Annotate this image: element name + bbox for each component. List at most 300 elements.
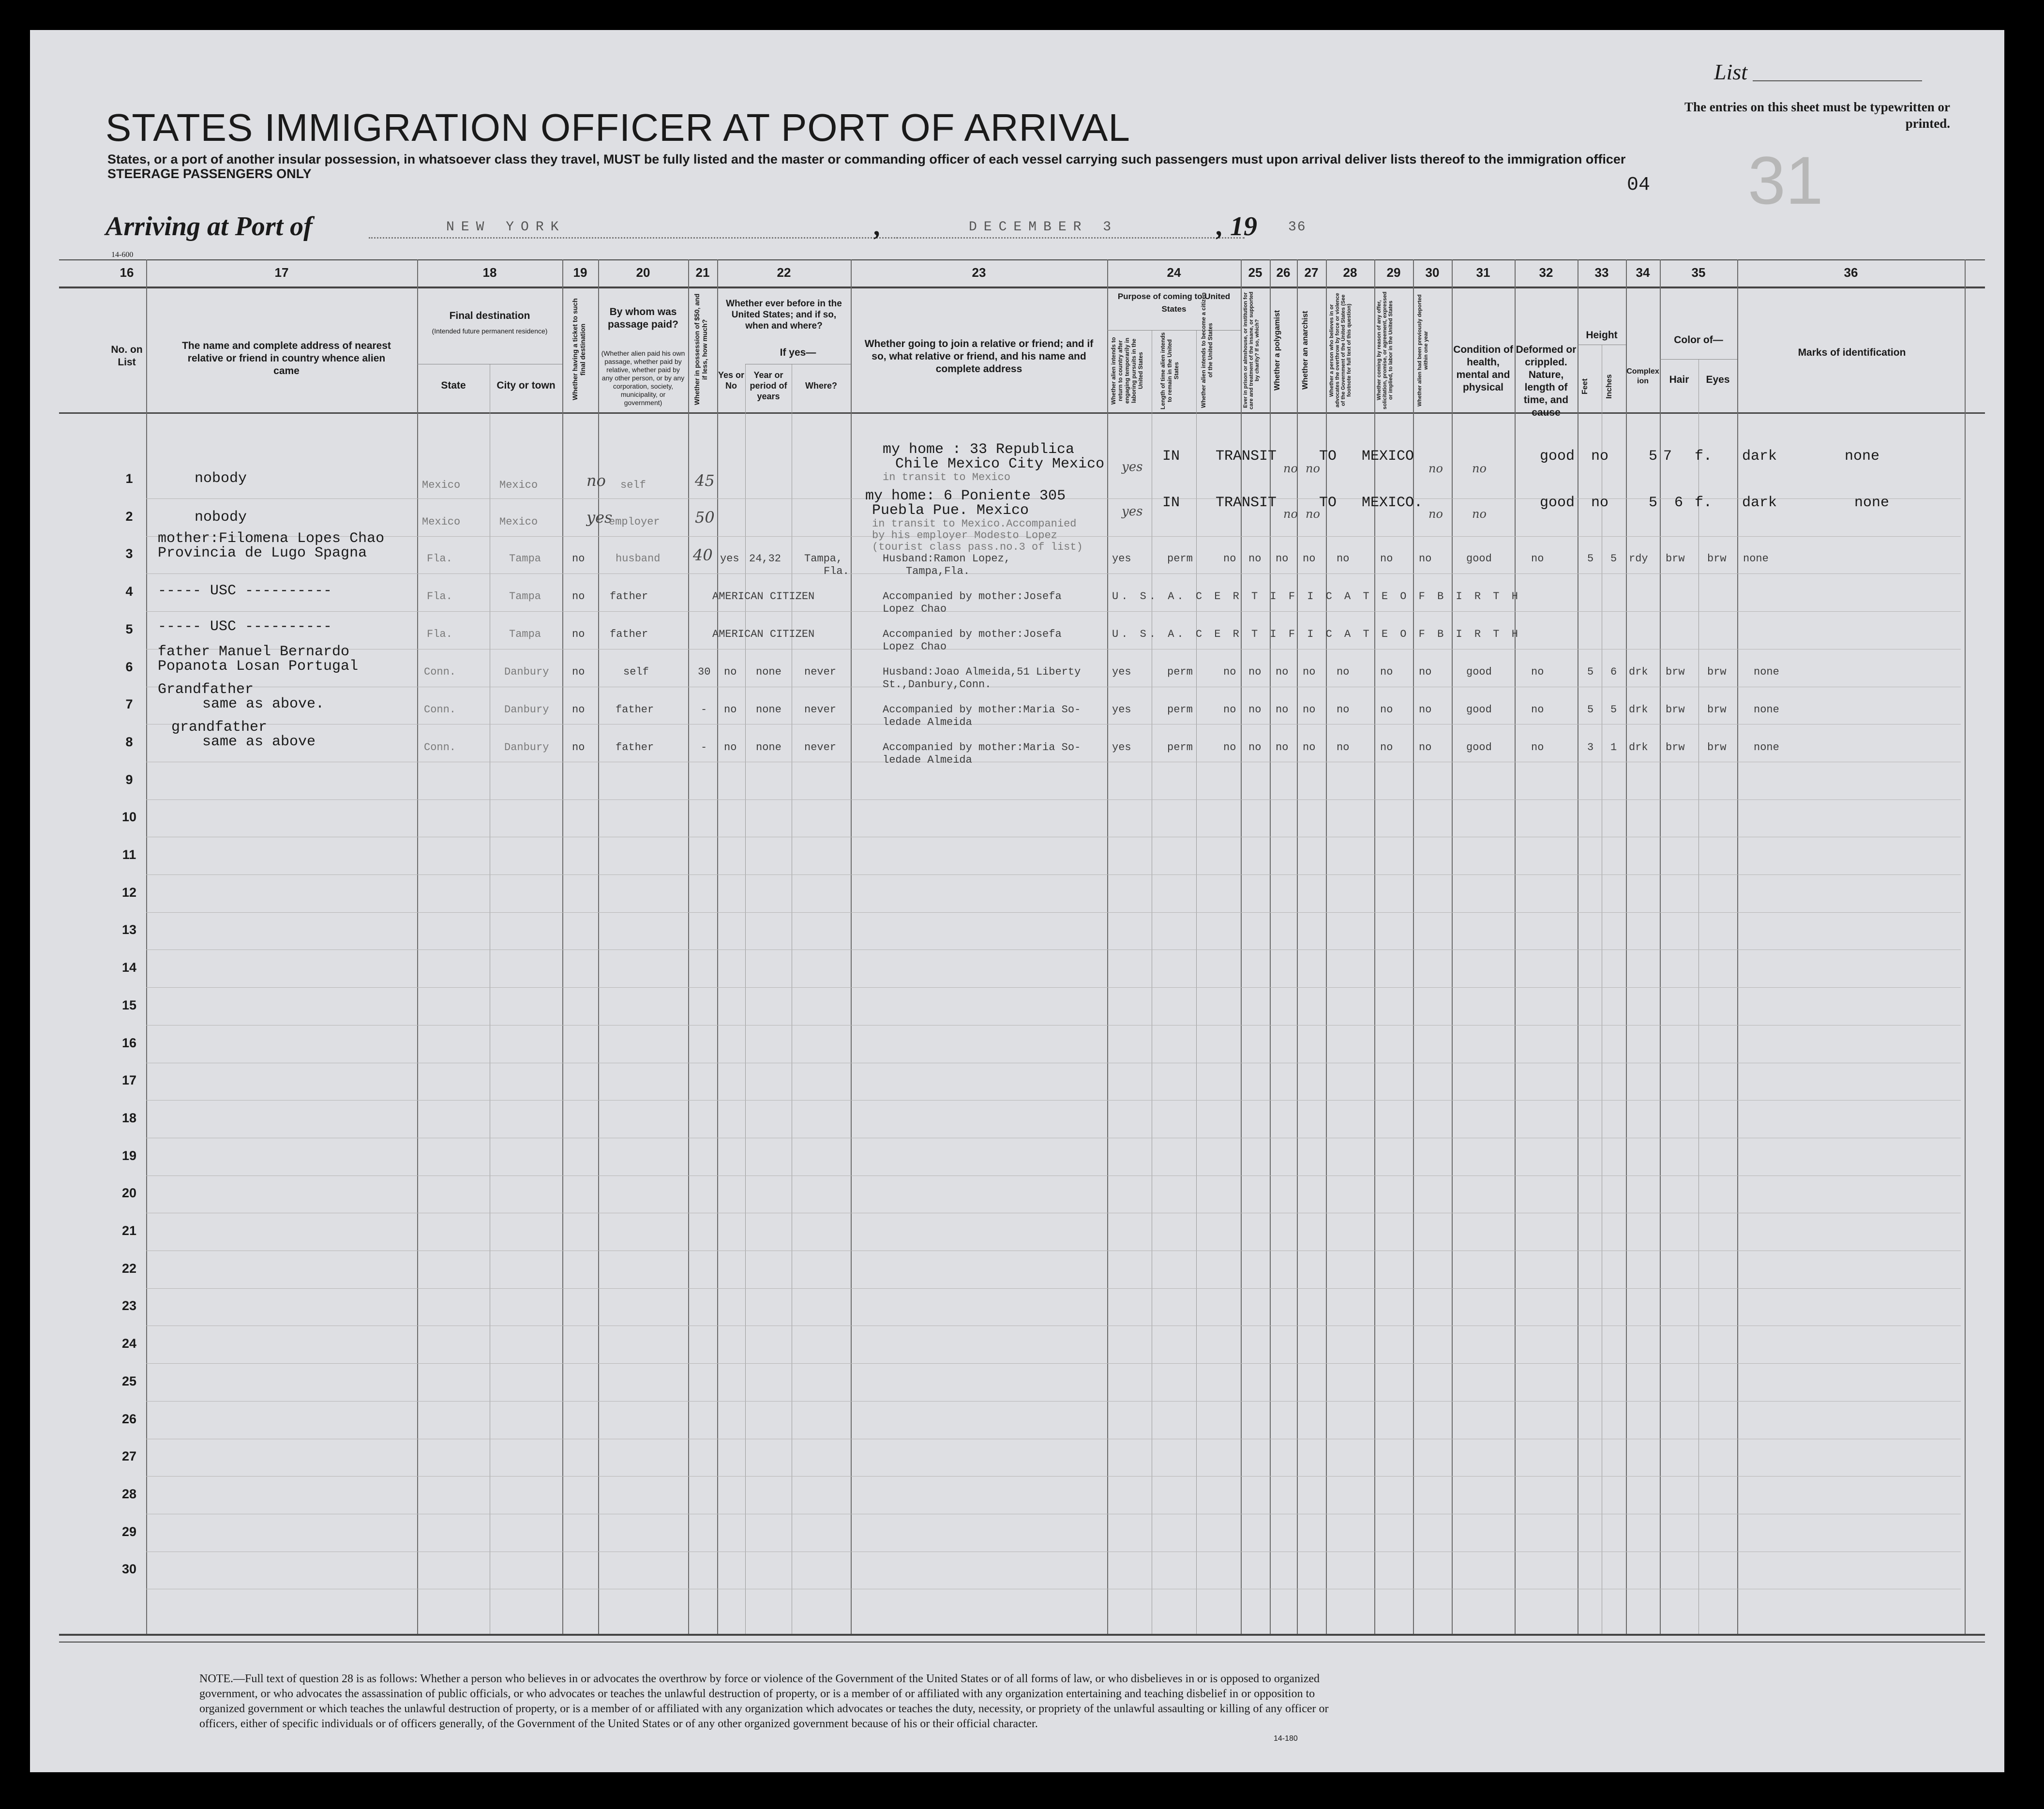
- row4-citizen-note: AMERICAN CITIZEN: [712, 590, 815, 603]
- form-subtitle: States, or a port of another insular possession, in whatsoever class they travel, MUST be fully listed and the master or commanding officer of each vessel carrying such passengers must upon arrival deliver lists thereof to the immigration officer: [107, 152, 1626, 166]
- row8-possession: -: [701, 741, 707, 754]
- header-overthrow: Whether a person who believes in or advocates the overthrow by force or violence of the Government of the United States (See footnote for full text of this question): [1329, 293, 1352, 408]
- col-line: [851, 259, 852, 1634]
- row8-anarchist: no: [1303, 741, 1316, 754]
- row3-paid-by: husband: [616, 553, 661, 565]
- col-line: [1107, 259, 1108, 1634]
- row2-joining3: in transit to Mexico.Accompanied: [872, 518, 1077, 530]
- row7-city: Danbury: [504, 704, 549, 716]
- row6-ticket: no: [572, 666, 585, 678]
- colnum-26: 26: [1276, 265, 1291, 280]
- row2-deported: no: [1472, 507, 1487, 521]
- row8-complexion: drk: [1629, 741, 1648, 754]
- row7-deported: no: [1419, 704, 1432, 716]
- row1-prison: no: [1283, 462, 1298, 475]
- rule-table-bottom-2: [59, 1642, 1985, 1643]
- row6-possession: 30: [698, 666, 711, 678]
- row-rule: [146, 912, 1961, 913]
- header-anarchist: Whether an anarchist: [1301, 311, 1309, 390]
- row-number: 14: [121, 960, 137, 975]
- row6-anarchist: no: [1303, 666, 1316, 678]
- row2-city: Mexico: [499, 516, 538, 528]
- colnum-18: 18: [482, 265, 497, 280]
- row7-relative: Grandfather: [158, 681, 254, 698]
- row-number: 19: [121, 1148, 137, 1163]
- row8-period: none: [756, 741, 782, 754]
- colnum-27: 27: [1304, 265, 1319, 280]
- header-if-yes: If yes—: [780, 347, 816, 358]
- row1-paid-by: self: [620, 479, 646, 491]
- header-deformed: Deformed or crippled. Nature, length of time, and cause: [1516, 344, 1577, 418]
- row-rule: [146, 874, 1961, 875]
- header-final-destination: Final destination: [449, 310, 530, 321]
- header-paid-by: By whom was passage paid?: [608, 306, 678, 330]
- row3-feet: 5: [1587, 553, 1594, 565]
- row7-complexion: drk: [1629, 704, 1648, 716]
- row-number: 10: [121, 810, 137, 825]
- row8-condition: good: [1466, 741, 1492, 754]
- sheet-code: 04: [1627, 174, 1651, 196]
- row8-purpose: yes: [1112, 741, 1131, 754]
- row1-hair: dark: [1742, 448, 1777, 465]
- header-feet: Feet: [1581, 378, 1589, 395]
- row-number: 4: [125, 584, 133, 599]
- colnum-25: 25: [1248, 265, 1262, 280]
- row5-state: Fla.: [427, 628, 452, 640]
- colnum-23: 23: [972, 265, 986, 280]
- row6-inches: 6: [1610, 666, 1617, 678]
- row7-period: none: [756, 704, 782, 716]
- port-comma: ,: [874, 211, 881, 241]
- row1-joining: my home : 33 Republica: [883, 441, 1075, 458]
- row6-period: none: [756, 666, 782, 678]
- header-length-of-time: Length of time alien intends to remain in the United States: [1159, 332, 1180, 409]
- row3-joining: Husband:Ramon Lopez,: [883, 553, 1011, 565]
- col-line: [417, 259, 418, 1634]
- footnote: NOTE.—Full text of question 28 is as follows: Whether a person who believes in or advocates the overthrow by force or violence of the Government of the United States or of all forms of law, or who disbelieves in or is opposed to organized government, or who advocates the assassination of public officials, or who advocates or teaches the unlawful destruction of property, or is a member of or affiliated with any organization entertaining and teaching disbelief in or opposition to organized government or which teaches the unlawful destruction of property, or is a member of or affiliated with any organization which advocates or teaches the duty, necessity, or propriety of the unlawful assaulting or killing of any officer or officers, either of specific individuals or of officers generally, of the Government of the United States or of any other organized government because of his or their official character.: [199, 1673, 1329, 1730]
- header-deported: Whether alien had been previously deported within one year: [1417, 294, 1429, 407]
- row-number: 6: [125, 659, 133, 674]
- row7-paid-by: father: [616, 704, 654, 716]
- year-prefix: , 19: [1217, 211, 1257, 241]
- row7-eyes: brw: [1707, 704, 1727, 716]
- row2-joining4: by his employer Modesto Lopez: [872, 529, 1057, 542]
- col-line: [1626, 259, 1627, 1634]
- row6-joining: Husband:Joao Almeida,51 Liberty: [883, 666, 1081, 678]
- row6-polygamist: no: [1276, 666, 1289, 678]
- col-line: [1515, 259, 1516, 1634]
- row-rule: [146, 1363, 1961, 1364]
- sub-rule: [1660, 359, 1737, 360]
- row2-length: IN: [1162, 495, 1180, 511]
- row-number: 5: [125, 621, 133, 636]
- row6-feet: 5: [1587, 666, 1594, 678]
- header-offer: Whether coming by reason of any offer, solicitation, promise, or agreement, expressed or implied, to labor in the United States: [1376, 291, 1394, 409]
- header-paid-by-note: (Whether alien paid his own passage, whether paid by relative, whether paid by any other person, or by any corporation, society, municipality, or government): [601, 349, 685, 407]
- header-color-of: Color of—: [1674, 334, 1723, 346]
- year-value: 36: [1288, 220, 1307, 235]
- row1-relative: nobody: [195, 470, 247, 487]
- row-number: 3: [125, 546, 133, 561]
- punch-hole: [12, 506, 29, 524]
- row2-purpose: yes: [1122, 504, 1143, 519]
- row4-city: Tampa: [509, 590, 541, 603]
- row1-joining3: in transit to Mexico: [883, 471, 1011, 483]
- row-rule: [146, 799, 1961, 800]
- header-eyes: Eyes: [1706, 374, 1730, 385]
- header-purpose: Purpose of coming to United States: [1117, 292, 1231, 314]
- row3-where2: Fla.: [824, 565, 849, 577]
- row4-certificate: U. S. A. C E R T I F I C A T E O F B I R T H: [1112, 590, 1521, 603]
- header-possession: Whether in possession of $50, and if less, how much?: [693, 293, 708, 406]
- row5-joining2: Lopez Chao: [883, 641, 947, 653]
- colnum-17: 17: [274, 265, 289, 280]
- row-number: 17: [121, 1073, 137, 1088]
- colnum-21: 21: [695, 265, 710, 280]
- row8-paid-by: father: [616, 741, 654, 754]
- row8-joining: Accompanied by mother:Maria So-: [883, 741, 1081, 754]
- row-number: 8: [125, 734, 133, 749]
- row1-condition: good: [1540, 448, 1575, 465]
- row2-relative: nobody: [195, 509, 247, 526]
- row7-where: never: [804, 704, 837, 716]
- date-value: DECEMBER 3: [969, 220, 1118, 235]
- row1-deported: no: [1472, 462, 1487, 475]
- row1-polygamist: no: [1306, 462, 1320, 475]
- colnum-19: 19: [573, 265, 587, 280]
- row8-relative: grandfather: [171, 719, 268, 736]
- row8-polygamist: no: [1276, 741, 1289, 754]
- row-number: 1: [125, 471, 133, 486]
- header-prison: Ever in prison or almshouse, or institution for care and treatment of the insane, or supported by charity? If so, which?: [1243, 291, 1260, 409]
- row1-length: IN: [1162, 448, 1180, 465]
- row3-purpose: yes: [1112, 553, 1131, 565]
- row8-hair: brw: [1666, 741, 1685, 754]
- row1-marks: none: [1845, 448, 1880, 465]
- row6-relative: father Manuel Bernardo: [158, 644, 350, 660]
- row1-joining2: Chile Mexico City Mexico: [895, 456, 1105, 472]
- col-line: [717, 259, 718, 1634]
- rule-header-bottom: [59, 412, 1985, 414]
- row5-joining: Accompanied by mother:Josefa: [883, 628, 1062, 640]
- row3-period: 24,32: [749, 553, 782, 565]
- row3-state: Fla.: [427, 553, 452, 565]
- row6-hair: brw: [1666, 666, 1685, 678]
- row6-eyes: brw: [1707, 666, 1727, 678]
- row-rule: [146, 1476, 1961, 1477]
- row5-citizen-note: AMERICAN CITIZEN: [712, 628, 815, 640]
- header-before-us: Whether ever before in the United States; and if so, when and where?: [726, 299, 842, 331]
- punch-hole: [12, 327, 29, 345]
- row1-ticket: no: [586, 471, 606, 490]
- row-number: 26: [121, 1411, 137, 1426]
- form-code-top: 14-600: [111, 251, 134, 259]
- colnum-20: 20: [636, 265, 650, 280]
- header-joining: Whether going to join a relative or friend; and if so, what relative or friend, and his name and complete address: [864, 338, 1094, 375]
- row7-length: perm: [1167, 704, 1193, 716]
- row6-state: Conn.: [424, 666, 456, 678]
- row2-complexion: f.: [1695, 495, 1713, 511]
- row3-inches: 5: [1610, 553, 1617, 565]
- row3-possession: 40: [693, 546, 713, 564]
- row6-condition: good: [1466, 666, 1492, 678]
- row5-relative: ----- USC ----------: [158, 618, 332, 635]
- row6-overthrow: no: [1337, 666, 1350, 678]
- row6-complexion: drk: [1629, 666, 1648, 678]
- row7-hair: brw: [1666, 704, 1685, 716]
- row-number: 18: [121, 1110, 137, 1125]
- row3-condition: good: [1466, 553, 1492, 565]
- row8-deformed: no: [1531, 741, 1544, 754]
- row3-complexion: rdy: [1629, 553, 1648, 565]
- row2-polygamist: no: [1306, 507, 1320, 521]
- row-number: 12: [121, 885, 137, 900]
- header-period: Year or period of years: [750, 370, 787, 401]
- row2-joining: my home: 6 Poniente 305: [865, 488, 1066, 504]
- row3-where: Tampa,: [804, 553, 843, 565]
- col-line: [1660, 259, 1661, 1634]
- row7-joining2: ledade Almeida: [883, 716, 972, 728]
- row-number: 22: [121, 1261, 137, 1276]
- row4-joining: Accompanied by mother:Josefa: [883, 590, 1062, 603]
- row2-paid-by: employer: [609, 516, 660, 528]
- row-rule: [146, 573, 1961, 574]
- header-inches: Inches: [1605, 374, 1613, 399]
- row2-overthrow: MEXICO.: [1362, 495, 1423, 511]
- row8-offer: no: [1380, 741, 1393, 754]
- row6-joining2: St.,Danbury,Conn.: [883, 678, 992, 691]
- colnum-28: 28: [1343, 265, 1357, 280]
- row7-condition: good: [1466, 704, 1492, 716]
- row-number: 13: [121, 922, 137, 937]
- row8-ticket: no: [572, 741, 585, 754]
- rule-colnum: [59, 286, 1985, 288]
- row2-deformed: no: [1591, 495, 1609, 511]
- col-line: [1737, 259, 1738, 1634]
- row-number: 9: [125, 772, 133, 787]
- colnum-33: 33: [1594, 265, 1609, 280]
- row8-state: Conn.: [424, 741, 456, 754]
- row3-anarchist: no: [1303, 553, 1316, 565]
- row1-feet: 5: [1649, 448, 1658, 465]
- row2-prison: no: [1283, 507, 1298, 521]
- row-number: 29: [121, 1524, 137, 1539]
- row3-relative2: Provincia de Lugo Spagna: [158, 545, 367, 561]
- row3-polygamist: no: [1276, 553, 1289, 565]
- col-line: [146, 259, 147, 1634]
- colnum-35: 35: [1691, 265, 1706, 280]
- col-line: [1413, 259, 1414, 1634]
- row6-yes-no: no: [724, 666, 737, 678]
- row1-anarchist: TO: [1319, 448, 1337, 465]
- form-title: STATES IMMIGRATION OFFICER AT PORT OF ARRIVAL: [105, 106, 1130, 149]
- col-line: [1270, 259, 1271, 1634]
- rule-top: [59, 259, 1985, 260]
- row2-offer: no: [1428, 507, 1443, 521]
- row8-joining2: ledade Almeida: [883, 754, 972, 766]
- colnum-31: 31: [1476, 265, 1490, 280]
- manifest-sheet: [30, 30, 2004, 1772]
- row7-prison: no: [1248, 704, 1262, 716]
- row3-citizen: no: [1223, 553, 1236, 565]
- steerage-label: STEERAGE PASSENGERS ONLY: [107, 166, 312, 181]
- header-where: Where?: [805, 381, 837, 391]
- row-number: 7: [125, 697, 133, 712]
- row4-state: Fla.: [427, 590, 452, 603]
- punch-hole: [12, 1566, 29, 1583]
- row8-relative2: same as above: [202, 734, 316, 750]
- row7-overthrow: no: [1337, 704, 1350, 716]
- col-line: [1965, 259, 1966, 1634]
- row-number: 15: [121, 997, 137, 1012]
- row-number: 21: [121, 1223, 137, 1238]
- row3-ticket: no: [572, 553, 585, 565]
- colnum-36: 36: [1844, 265, 1858, 280]
- row3-deformed: no: [1531, 553, 1544, 565]
- row8-eyes: brw: [1707, 741, 1727, 754]
- row-rule: [146, 1401, 1961, 1402]
- row8-inches: 1: [1610, 741, 1617, 754]
- row-number: 20: [121, 1186, 137, 1201]
- row3-relative: mother:Filomena Lopes Chao: [158, 530, 385, 547]
- row5-certificate: U. S. A. C E R T I F I C A T E O F B I R T H: [1112, 628, 1521, 640]
- header-marks: Marks of identification: [1798, 347, 1906, 358]
- row2-citizen: TRANSIT: [1216, 495, 1277, 511]
- col-line: [688, 259, 689, 1634]
- row7-joining: Accompanied by mother:Maria So-: [883, 704, 1081, 716]
- form-code-bottom: 14-180: [1274, 1734, 1298, 1743]
- row2-possession: 50: [695, 508, 715, 527]
- row7-citizen: no: [1223, 704, 1236, 716]
- col-line: [745, 364, 746, 1634]
- row2-marks: none: [1854, 495, 1890, 511]
- row2-ticket: yes: [586, 508, 613, 527]
- row8-length: perm: [1167, 741, 1193, 754]
- colnum-30: 30: [1425, 265, 1440, 280]
- header-purpose-return: Whether alien intends to return to country after engaging temporarily in laboring pursuits in the United States: [1110, 337, 1144, 405]
- row3-deported: no: [1419, 553, 1432, 565]
- colnum-29: 29: [1386, 265, 1401, 280]
- row1-state: Mexico: [422, 479, 461, 491]
- header-final-destination-note: (Intended future permanent residence): [432, 327, 548, 335]
- row3-prison: no: [1248, 553, 1262, 565]
- row6-deported: no: [1419, 666, 1432, 678]
- row5-paid-by: father: [610, 628, 648, 640]
- row7-inches: 5: [1610, 704, 1617, 716]
- row2-condition: good: [1540, 495, 1575, 511]
- row-number: 23: [121, 1298, 137, 1313]
- row2-inches: 6: [1674, 495, 1683, 511]
- row1-overthrow: MEXICO: [1362, 448, 1414, 465]
- col-line: [1241, 259, 1242, 1634]
- row1-citizen: TRANSIT: [1216, 448, 1277, 465]
- punch-hole: [12, 1261, 29, 1279]
- row2-anarchist: TO: [1319, 495, 1337, 511]
- col-line: [1698, 359, 1699, 1634]
- row-number: 27: [121, 1449, 137, 1464]
- row8-feet: 3: [1587, 741, 1594, 754]
- row7-deformed: no: [1531, 704, 1544, 716]
- row8-where: never: [804, 741, 837, 754]
- row7-state: Conn.: [424, 704, 456, 716]
- row3-hair: brw: [1666, 553, 1685, 565]
- arriving-label: Arriving at Port of: [105, 211, 313, 241]
- row6-paid-by: self: [623, 666, 649, 678]
- row3-marks: none: [1743, 553, 1769, 565]
- punch-hole: [12, 705, 29, 722]
- colnum-16: 16: [120, 265, 134, 280]
- row4-paid-by: father: [610, 590, 648, 603]
- row7-relative2: same as above.: [202, 696, 325, 712]
- row-number: 2: [125, 509, 133, 524]
- row3-joining2: Tampa,Fla.: [906, 565, 970, 577]
- row-number: 25: [121, 1373, 137, 1388]
- row3-offer: no: [1380, 553, 1393, 565]
- rule-table-bottom: [59, 1634, 1985, 1636]
- row5-city: Tampa: [509, 628, 541, 640]
- row6-length: perm: [1167, 666, 1193, 678]
- date-field-line: [896, 237, 1245, 239]
- row-number: 28: [121, 1486, 137, 1501]
- colnum-34: 34: [1636, 265, 1650, 280]
- row6-where: never: [804, 666, 837, 678]
- row6-offer: no: [1380, 666, 1393, 678]
- header-condition: Condition of health, mental and physical: [1453, 344, 1513, 393]
- row4-joining2: Lopez Chao: [883, 603, 947, 615]
- row1-complexion: f.: [1695, 448, 1713, 465]
- row7-feet: 5: [1587, 704, 1594, 716]
- typewritten-note: The entries on this sheet must be typewritten or printed.: [1684, 100, 1950, 131]
- row-rule: [146, 1288, 1961, 1289]
- row1-inches: 7: [1663, 448, 1672, 465]
- row2-state: Mexico: [422, 516, 461, 528]
- row3-eyes: brw: [1707, 553, 1727, 565]
- row1-city: Mexico: [499, 479, 538, 491]
- header-city: City or town: [496, 380, 556, 391]
- list-number-line: [1753, 80, 1922, 81]
- header-complexion: Complexion: [1626, 367, 1659, 385]
- header-state: State: [441, 380, 466, 391]
- row6-purpose: yes: [1112, 666, 1131, 678]
- row8-citizen: no: [1223, 741, 1236, 754]
- row5-ticket: no: [572, 628, 585, 640]
- header-yes-no: Yes or No: [718, 370, 745, 391]
- header-height: Height: [1586, 330, 1618, 341]
- row6-relative2: Popanota Losan Portugal: [158, 658, 359, 675]
- header-no-on-list: No. on List: [111, 344, 143, 368]
- page-stamp: 31: [1748, 142, 1823, 218]
- row1-deformed: no: [1591, 448, 1609, 465]
- row2-feet: 5: [1649, 495, 1658, 511]
- row3-city: Tampa: [509, 553, 541, 565]
- colnum-32: 32: [1539, 265, 1553, 280]
- row3-length: perm: [1167, 553, 1193, 565]
- row1-purpose: yes: [1122, 460, 1143, 474]
- row7-anarchist: no: [1303, 704, 1316, 716]
- row3-overthrow: no: [1337, 553, 1350, 565]
- row7-possession: -: [701, 704, 707, 716]
- colnum-22: 22: [777, 265, 791, 280]
- punch-hole: [12, 1101, 29, 1119]
- row7-ticket: no: [572, 704, 585, 716]
- row8-overthrow: no: [1337, 741, 1350, 754]
- col-line: [598, 259, 599, 1634]
- row6-deformed: no: [1531, 666, 1544, 678]
- port-value: NEW YORK: [446, 220, 566, 235]
- row6-prison: no: [1248, 666, 1262, 678]
- row6-citizen: no: [1223, 666, 1236, 678]
- row8-prison: no: [1248, 741, 1262, 754]
